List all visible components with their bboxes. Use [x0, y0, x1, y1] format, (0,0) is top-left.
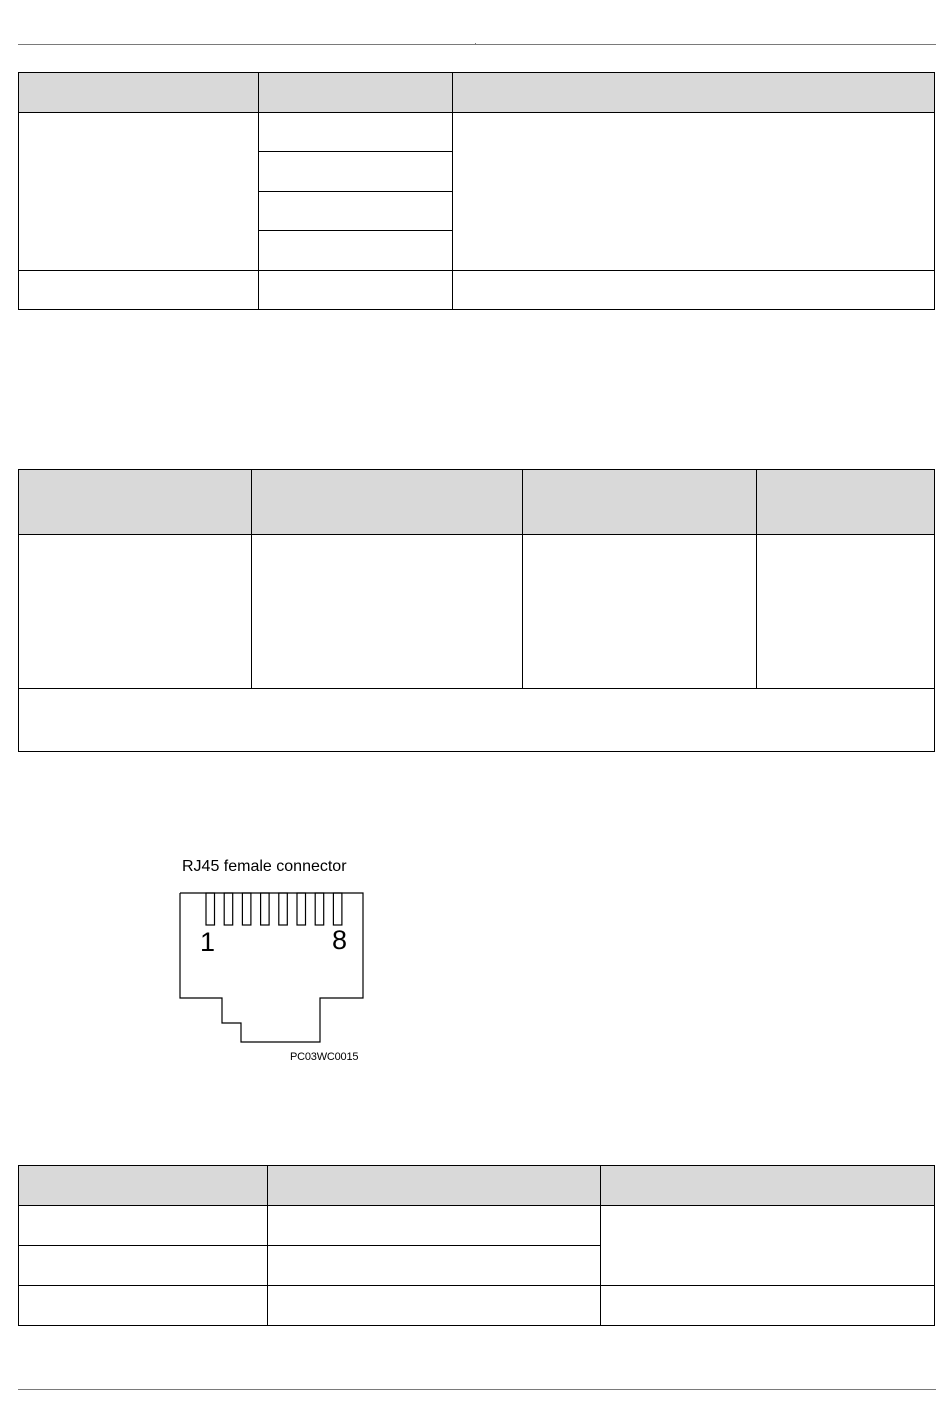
rj45-connector-outline: [150, 850, 410, 1080]
table-3-merged-cell: [601, 1206, 935, 1286]
table-3-header-cell: [19, 1166, 268, 1206]
connector-pins: [206, 893, 342, 925]
table-cell: [268, 1246, 601, 1286]
table-row: [19, 689, 935, 752]
connector-body: [180, 893, 363, 1042]
table-2-note-cell: [19, 689, 935, 752]
connector-pin: [206, 893, 215, 925]
table-2-header-cell: [757, 470, 935, 535]
table-1-header-row: [19, 73, 935, 113]
connector-pin: [224, 893, 233, 925]
table-3: [18, 1165, 935, 1326]
figure-code: PC03WC0015: [290, 1051, 359, 1063]
pin-label-last: 8: [332, 925, 348, 955]
table-cell: [19, 270, 259, 310]
table-3-header-cell: [601, 1166, 935, 1206]
table-2: [18, 469, 935, 752]
table-cell: [259, 152, 453, 192]
table-cell: [757, 535, 935, 689]
table-1-header-cell: [453, 73, 935, 113]
table-2-header-cell: [252, 470, 523, 535]
pin-label-first: 1: [200, 927, 216, 957]
table-3-header-cell: [268, 1166, 601, 1206]
table-cell: [19, 1246, 268, 1286]
connector-pin: [297, 893, 306, 925]
footer-rule: [18, 1389, 936, 1390]
table-row: [19, 270, 935, 310]
table-cell: [259, 191, 453, 231]
table-cell: [601, 1286, 935, 1326]
connector-pin: [242, 893, 251, 925]
table-row: [19, 1286, 935, 1326]
table-cell: [19, 535, 252, 689]
table-cell: [19, 1286, 268, 1326]
table-1-merged-cell: [19, 112, 259, 270]
table-cell: [259, 270, 453, 310]
header-rule: [18, 44, 936, 45]
table-2-header-row: [19, 470, 935, 535]
table-cell: [259, 231, 453, 271]
table-1: [18, 72, 935, 310]
header-mark: [475, 43, 476, 45]
table-cell: [19, 1206, 268, 1246]
table-row: [19, 112, 935, 152]
table-cell: [523, 535, 757, 689]
table-3-header-row: [19, 1166, 935, 1206]
rj45-figure: [150, 850, 410, 1080]
table-1-header-cell: [19, 73, 259, 113]
table-cell: [259, 112, 453, 152]
table-1-header-cell: [259, 73, 453, 113]
table-cell: [268, 1286, 601, 1326]
table-cell: [453, 270, 935, 310]
table-cell: [268, 1206, 601, 1246]
table-1-merged-cell: [453, 112, 935, 270]
table-2-header-cell: [19, 470, 252, 535]
figure-title: RJ45 female connector: [182, 858, 347, 875]
table-row: [19, 1206, 935, 1246]
table-2-header-cell: [523, 470, 757, 535]
table-cell: [252, 535, 523, 689]
connector-pin: [261, 893, 270, 925]
connector-pin: [279, 893, 288, 925]
table-row: [19, 535, 935, 689]
connector-pin: [333, 893, 342, 925]
connector-pin: [315, 893, 324, 925]
